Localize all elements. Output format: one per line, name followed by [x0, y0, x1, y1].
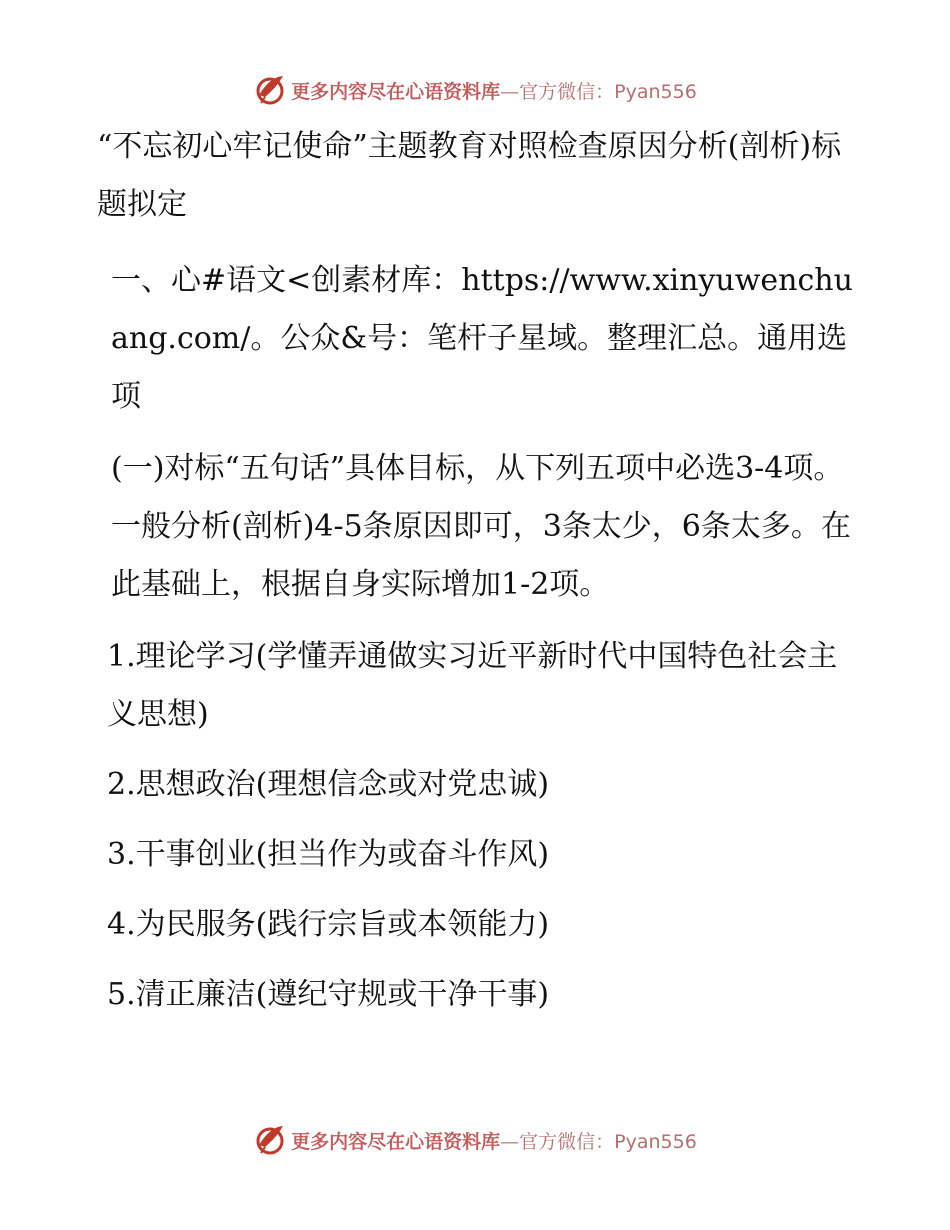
banner-separator: — — [500, 1130, 520, 1153]
banner-wechat: 官方微信：Pyan556 — [519, 1130, 697, 1153]
list-item: 3.干事创业(担当作为或奋斗作风) — [107, 837, 550, 872]
banner-text — [291, 77, 697, 104]
subsection-paragraph: (一)对标“五句话”具体目标，从下列五项中必选3-4项。一般分析(剖析)4-5条原因即可，3条太少，6条太多。在此基础上，根据自身实际增加1-2项。 — [111, 451, 851, 602]
list-item: 4.为民服务(践行宗旨或本领能力) — [107, 907, 550, 942]
banner-slogan: 更多内容尽在心语资料库 — [291, 80, 501, 103]
quill-pen-logo-icon — [253, 1123, 287, 1157]
list-item: 5.清正廉洁(遵纪守规或干净干事) — [107, 977, 550, 1012]
header-banner — [0, 70, 950, 110]
quill-pen-logo-icon — [253, 73, 287, 107]
list-item: 1.理论学习(学懂弄通做实习近平新时代中国特色社会主义思想) — [107, 639, 838, 732]
document-body — [97, 118, 857, 1036]
banner-separator: — — [500, 80, 520, 103]
document-title: “不忘初心牢记使命”主题教育对照检查原因分析(剖析)标题拟定 — [97, 129, 842, 222]
footer-banner — [0, 1120, 950, 1160]
banner-text — [291, 1127, 697, 1154]
list-item: 2.思想政治(理想信念或对党忠诚) — [107, 767, 550, 802]
section-heading: 一、心#语文<创素材库：https://www.xinyuwenchuang.com/。公众&号：笔杆子星域。整理汇总。通用选项 — [111, 263, 853, 414]
banner-slogan: 更多内容尽在心语资料库 — [291, 1130, 501, 1153]
banner-wechat: 官方微信：Pyan556 — [519, 80, 697, 103]
